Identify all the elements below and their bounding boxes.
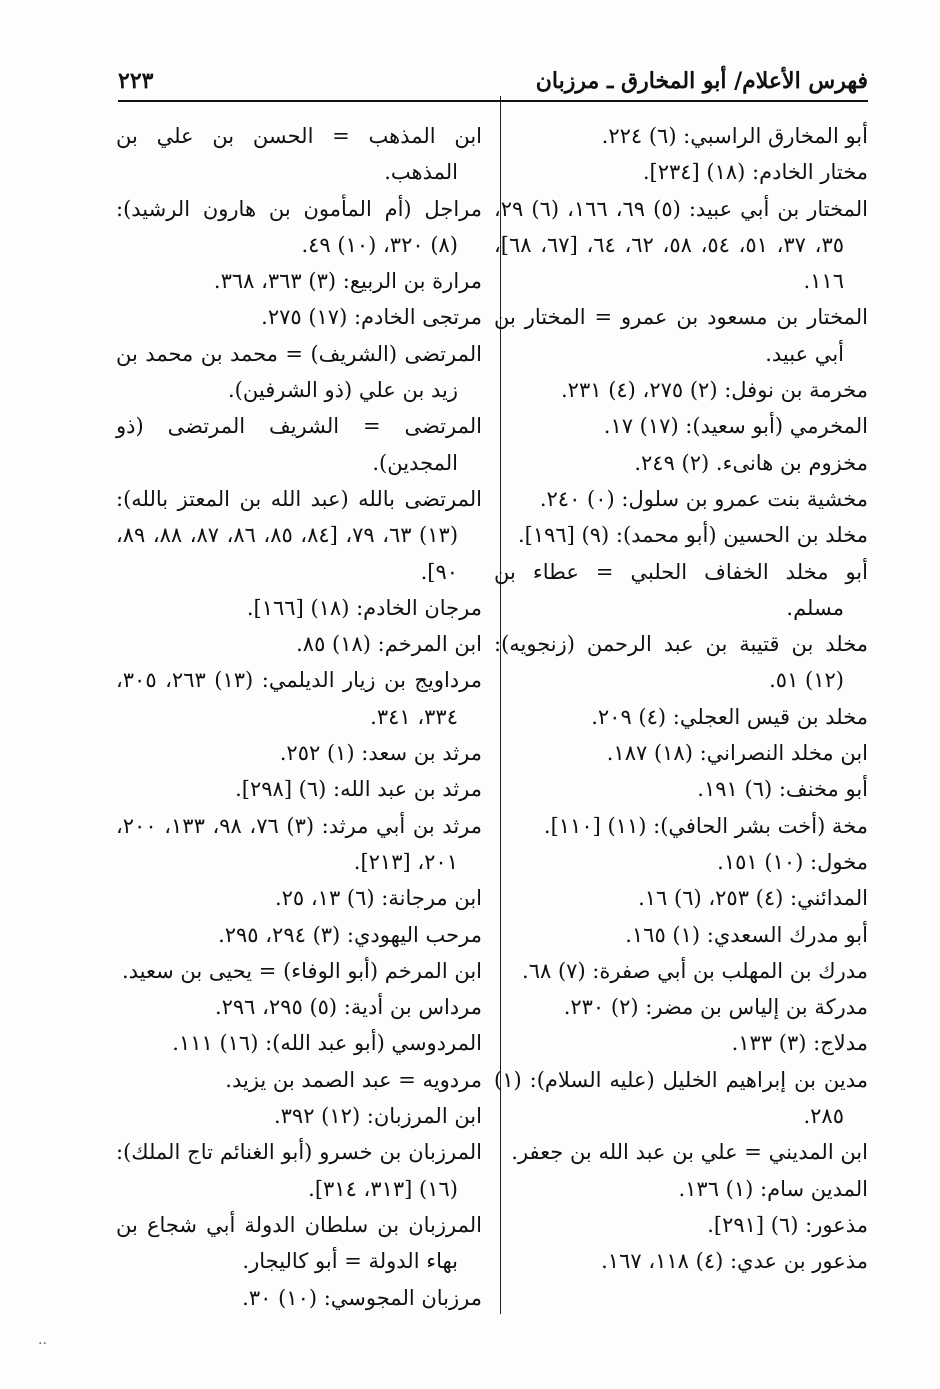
index-entry: المختار بن مسعود بن عمرو = المختار بن أبي عبيد. bbox=[494, 305, 868, 366]
page-number: ٢٢٣ bbox=[118, 68, 154, 94]
index-entry: المخرمي (أبو سعيد): (١٧) ١٧. bbox=[603, 414, 868, 439]
index-entry: ابن مخلد النصراني: (١٨) ١٨٧. bbox=[606, 741, 868, 766]
index-entry: ابن المديني = علي بن عبد الله بن جعفر. bbox=[511, 1140, 868, 1165]
index-entry: المرزبان بن سلطان الدولة أبي شجاع بن بهاء الدولة = أبو كاليجار. bbox=[116, 1212, 482, 1274]
running-title: فهرس الأعلام/ أبو المخارق ـ مرزبان bbox=[535, 68, 868, 94]
index-entry: أبو مخلد الخفاف الحلبي = عطاء بن مسلم. bbox=[494, 559, 868, 620]
index-entry: المرتضى = الشريف المرتضى (ذو المجدين). bbox=[116, 414, 482, 475]
index-entry: المرتضى (الشريف) = محمد بن محمد بن زيد بن علي (ذو الشرفين). bbox=[116, 341, 482, 403]
index-entry: المرزبان بن خسرو (أبو الغنائم تاج الملك): (١٦) [٣١٣، ٣١٤]. bbox=[116, 1140, 482, 1201]
stray-marks: .. bbox=[38, 1332, 47, 1348]
index-entry: ابن المرخم: (١٨) ٨٥. bbox=[296, 632, 482, 657]
index-entry: مخزوم بن هانىء. (٢) ٢٤٩. bbox=[634, 450, 868, 475]
index-entry: مخلد بن قيس العجلي: (٤) ٢٠٩. bbox=[591, 704, 868, 729]
index-entry: مدرك بن المهلب بن أبي صفرة: (٧) ٦٨. bbox=[522, 958, 868, 983]
index-entry: مرثد بن سعد: (١) ٢٥٢. bbox=[279, 741, 482, 766]
index-entry: مخرمة بن نوفل: (٢) ٢٧٥، (٤) ٢٣١. bbox=[560, 378, 868, 403]
index-entry: مرحب اليهودي: (٣) ٢٩٤، ٢٩٥. bbox=[218, 922, 482, 947]
right-column bbox=[494, 118, 868, 1280]
index-entry: مرداويج بن زيار الديلمي: (١٣) ٢٦٣، ٣٠٥، ٣٣٤، ٣٤١. bbox=[116, 668, 482, 729]
index-entry: مدلاج: (٣) ١٣٣. bbox=[731, 1031, 868, 1056]
index-entry: أبو مدرك السعدي: (١) ١٦٥. bbox=[625, 922, 868, 947]
index-entry: أبو مخنف: (٦) ١٩١. bbox=[697, 777, 868, 802]
index-entry: المردوسي (أبو عبد الله): (١٦) ١١١. bbox=[172, 1031, 482, 1056]
index-entry: مخول: (١٠) ١٥١. bbox=[717, 849, 868, 874]
index-entry: مذعور: (٦) [٢٩١]. bbox=[707, 1212, 868, 1237]
index-entry: مرارة بن الربيع: (٣) ٣٦٣، ٣٦٨. bbox=[213, 269, 482, 294]
index-entry: مردويه = عبد الصمد بن يزيد. bbox=[225, 1067, 482, 1092]
index-entry: مخلد بن قتيبة بن عبد الرحمن (زنجويه): (١٢) ٥١. bbox=[494, 632, 868, 693]
index-entry: مرثد بن عبد الله: (٦) [٢٩٨]. bbox=[235, 777, 482, 802]
index-entry: مخة (أخت بشر الحافي): (١١) [١١٠]. bbox=[543, 813, 868, 838]
index-entry: مخلد بن الحسين (أبو محمد): (٩) [١٩٦]. bbox=[517, 523, 868, 548]
index-entry: مرثد بن أبي مرثد: (٣) ٧٦، ٩٨، ١٣٣، ٢٠٠، ٢٠١، [٢١٣]. bbox=[116, 813, 482, 874]
index-entry: ابن المرخم (أبو الوفاء) = يحيى بن سعيد. bbox=[121, 958, 482, 983]
index-entry: مراجل (أم المأمون بن هارون الرشيد): (٨) ٣٢٠، (١٠) ٤٩. bbox=[116, 196, 482, 257]
index-entry: مختار الخادم: (١٨) [٢٣٤]. bbox=[642, 160, 868, 185]
index-entry: ابن المذهب = الحسن بن علي بن المذهب. bbox=[116, 124, 482, 185]
index-entry: ابن المرزبان: (١٢) ٣٩٢. bbox=[273, 1104, 482, 1129]
index-entry: مرتجى الخادم: (١٧) ٢٧٥. bbox=[261, 305, 482, 330]
index-entry: مرزبان المجوسي: (١٠) ٣٠. bbox=[242, 1285, 482, 1310]
index-entry: المدائني: (٤) ٢٥٣، (٦) ١٦. bbox=[638, 886, 868, 911]
index-entry: مخشية بنت عمرو بن سلول: (٠) ٢٤٠. bbox=[539, 486, 868, 511]
index-entry: مدركة بن إلياس بن مضر: (٢) ٢٣٠. bbox=[563, 995, 868, 1020]
index-entry: مذعور بن عدي: (٤) ١١٨، ١٦٧. bbox=[601, 1249, 868, 1274]
index-entry: المختار بن أبي عبيد: (٥) ٦٩، ١٦٦، (٦) ٢٩، ٣٥، ٣٧، ٥١، ٥٤، ٥٨، ٦٢، ٦٤، [٦٧، ٦٨]، ١١٦. bbox=[494, 196, 869, 294]
index-entry: ابن مرجانة: (٦) ١٣، ٢٥. bbox=[274, 886, 482, 911]
index-entry: مرداس بن أدية: (٥) ٢٩٥، ٢٩٦. bbox=[214, 995, 482, 1020]
left-column bbox=[116, 118, 482, 1316]
index-entry: أبو المخارق الراسبي: (٦) ٢٢٤. bbox=[601, 124, 868, 148]
index-entry: المرتضى بالله (عبد الله بن المعتز بالله): (١٣) ٦٣، ٧٩، [٨٤، ٨٥، ٨٦، ٨٧، ٨٨، ٨٩، ٩٠]. bbox=[116, 486, 482, 584]
index-entry: مدين بن إبراهيم الخليل (عليه السلام): (١) ٢٨٥. bbox=[494, 1067, 868, 1129]
index-entry: مرجان الخادم: (١٨) [١٦٦]. bbox=[246, 595, 482, 620]
index-entry: المدين سام: (١) ١٣٦. bbox=[678, 1176, 868, 1201]
page-header bbox=[118, 48, 868, 102]
